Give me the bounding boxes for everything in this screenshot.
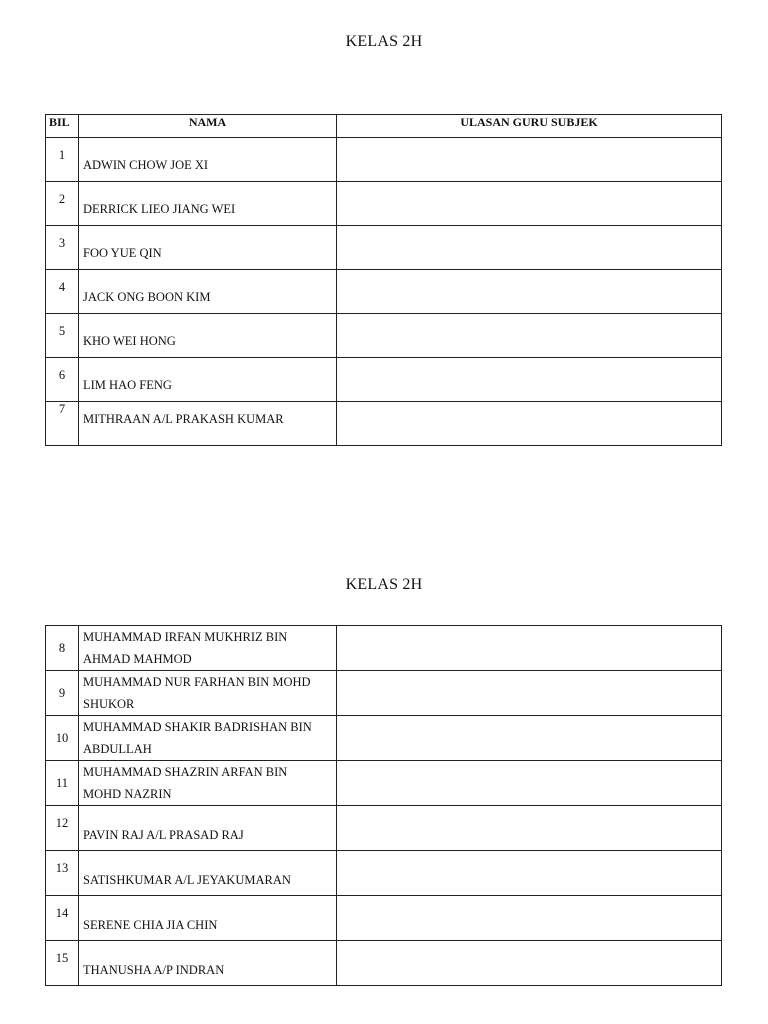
- row-number: 4: [46, 270, 79, 314]
- student-name: [79, 671, 337, 716]
- row-number: 2: [46, 182, 79, 226]
- row-number: 14: [46, 896, 79, 941]
- row-number: 6: [46, 358, 79, 402]
- row-number: 13: [46, 851, 79, 896]
- table-row: [46, 941, 722, 986]
- student-name-line2: SHUKOR: [83, 697, 135, 711]
- comment-cell[interactable]: [337, 270, 722, 314]
- comment-cell[interactable]: [337, 226, 722, 270]
- comment-cell[interactable]: [337, 716, 722, 761]
- student-name-line2: ABDULLAH: [83, 742, 152, 756]
- student-name-line1: MUHAMMAD IRFAN MUKHRIZ BIN: [83, 630, 288, 644]
- comment-cell[interactable]: [337, 761, 722, 806]
- comment-cell[interactable]: [337, 941, 722, 986]
- table-row: [46, 138, 722, 182]
- row-number: 1: [46, 138, 79, 182]
- roster-table: [45, 114, 722, 446]
- table-header-row: [46, 115, 722, 138]
- section-title: KELAS 2H: [345, 576, 423, 593]
- student-name: [79, 716, 337, 761]
- row-number: 10: [46, 716, 79, 761]
- comment-cell[interactable]: [337, 402, 722, 446]
- table-row: [46, 358, 722, 402]
- student-name: PAVIN RAJ A/L PRASAD RAJ: [79, 806, 337, 851]
- student-name: KHO WEI HONG: [79, 314, 337, 358]
- row-number: 12: [46, 806, 79, 851]
- table-row: [46, 716, 722, 761]
- row-number: 5: [46, 314, 79, 358]
- table-row: [46, 806, 722, 851]
- student-name: [79, 626, 337, 671]
- table-row: [46, 270, 722, 314]
- table-row: [46, 182, 722, 226]
- row-number: 7: [46, 402, 79, 446]
- student-name: SERENE CHIA JIA CHIN: [79, 896, 337, 941]
- student-name: LIM HAO FENG: [79, 358, 337, 402]
- student-name-line2: AHMAD MAHMOD: [83, 652, 192, 666]
- table-row: [46, 402, 722, 446]
- student-name: FOO YUE QIN: [79, 226, 337, 270]
- student-name-line2: MOHD NAZRIN: [83, 787, 172, 801]
- student-name: THANUSHA A/P INDRAN: [79, 941, 337, 986]
- student-name: DERRICK LIEO JIANG WEI: [79, 182, 337, 226]
- roster-table: [45, 625, 722, 986]
- row-number: 9: [46, 671, 79, 716]
- table-row: [46, 896, 722, 941]
- table-row: [46, 226, 722, 270]
- table-row: [46, 671, 722, 716]
- comment-cell[interactable]: [337, 896, 722, 941]
- comment-cell[interactable]: [337, 671, 722, 716]
- row-number: 15: [46, 941, 79, 986]
- comment-cell[interactable]: [337, 138, 722, 182]
- row-number: 8: [46, 626, 79, 671]
- student-name: SATISHKUMAR A/L JEYAKUMARAN: [79, 851, 337, 896]
- comment-cell[interactable]: [337, 314, 722, 358]
- section-title: KELAS 2H: [345, 33, 423, 50]
- header-nama: NAMA: [79, 115, 337, 138]
- comment-cell[interactable]: [337, 626, 722, 671]
- comment-cell[interactable]: [337, 182, 722, 226]
- student-name: ADWIN CHOW JOE XI: [79, 138, 337, 182]
- student-name-line1: MUHAMMAD NUR FARHAN BIN MOHD: [83, 675, 311, 689]
- header-ulasan: ULASAN GURU SUBJEK: [337, 115, 722, 138]
- comment-cell[interactable]: [337, 851, 722, 896]
- student-name-line1: MUHAMMAD SHAZRIN ARFAN BIN: [83, 765, 288, 779]
- student-name: MITHRAAN A/L PRAKASH KUMAR: [79, 402, 337, 446]
- student-name: [79, 761, 337, 806]
- student-name-line1: MUHAMMAD SHAKIR BADRISHAN BIN: [83, 720, 312, 734]
- comment-cell[interactable]: [337, 806, 722, 851]
- table-row: [46, 314, 722, 358]
- student-name: JACK ONG BOON KIM: [79, 270, 337, 314]
- table-row: [46, 851, 722, 896]
- header-bil: BIL: [46, 115, 79, 138]
- comment-cell[interactable]: [337, 358, 722, 402]
- row-number: 3: [46, 226, 79, 270]
- table-row: [46, 626, 722, 671]
- row-number: 11: [46, 761, 79, 806]
- table-row: [46, 761, 722, 806]
